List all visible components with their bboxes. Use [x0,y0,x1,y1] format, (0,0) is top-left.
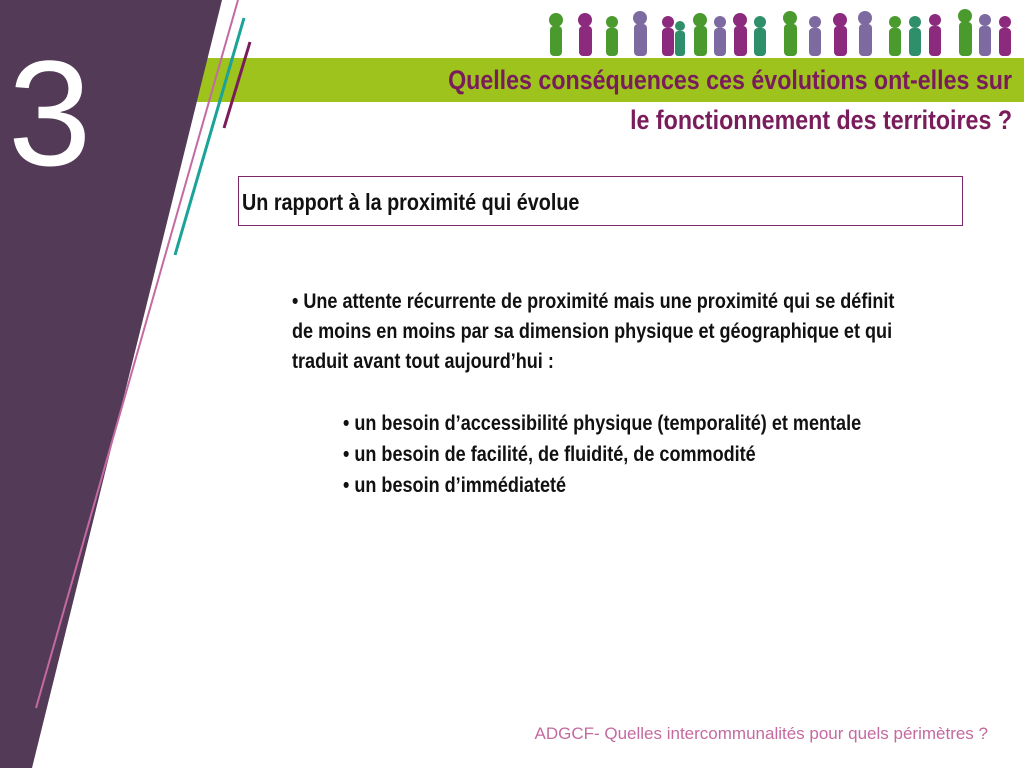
paragraph-line: de moins en moins par sa dimension physique et géographique et qui [292,320,893,343]
sub-bullet-item: • un besoin de facilité, de fluidité, de commodité [343,443,756,466]
slide-title-line-1: Quelles conséquences ces évolutions ont-elles sur [448,65,1012,95]
paragraph-line: • Une attente récurrente de proximité mais une proximité qui se définit [292,290,895,313]
paragraph-line: traduit avant tout aujourd’hui : [292,350,554,373]
crowd-silhouettes-icon [549,9,1011,56]
slide-title-line-2: le fonctionnement des territoires ? [630,105,1012,135]
slide-title [410,60,1012,140]
subtitle: Un rapport à la proximité qui évolue [242,189,580,215]
subtitle-box [238,176,963,226]
footer-text: ADGCF- Quelles intercommunalités pour quels périmètres ? [534,724,988,743]
slide-number: 3 [8,29,92,197]
main-paragraph [292,287,1006,377]
sub-bullet-item: • un besoin d’accessibilité physique (temporalité) et mentale [343,412,862,435]
sub-bullet-list [343,408,962,501]
sub-bullet-item: • un besoin d’immédiateté [343,474,567,497]
